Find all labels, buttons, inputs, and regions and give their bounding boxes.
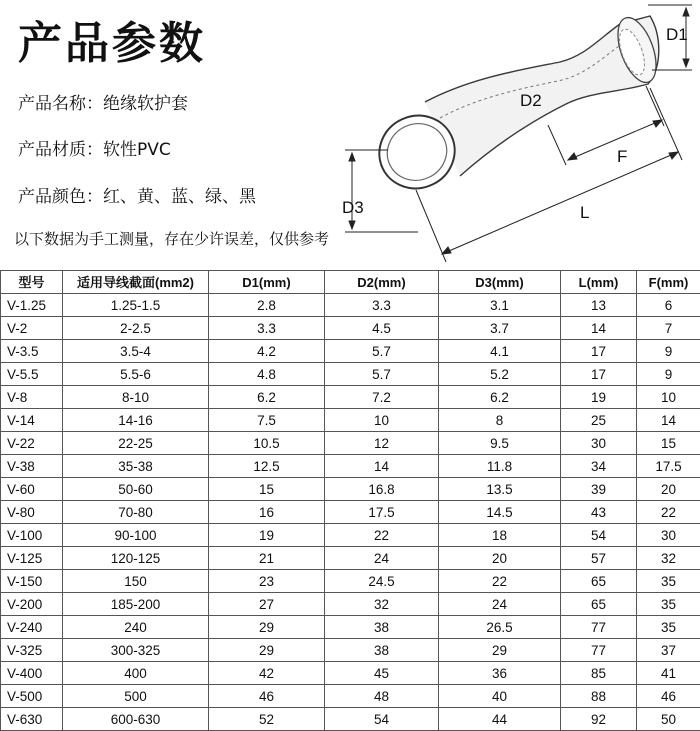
cell-wire-section: 1.25-1.5 [63,294,209,317]
cell-d3: 22 [439,570,561,593]
cell-wire-section: 5.5-6 [63,363,209,386]
cell-l: 30 [561,432,637,455]
cell-wire-section: 120-125 [63,547,209,570]
cell-model: V-100 [1,524,63,547]
header-f: F(mm) [637,271,700,294]
cell-f: 9 [637,363,700,386]
cell-d1: 4.2 [209,340,325,363]
measurement-note: 以下数据为手工测量，存在少许误差，仅供参考 [14,228,329,250]
product-color-line [18,185,256,209]
table-row [1,294,700,317]
product-name-line [18,92,188,116]
label-l: L [580,203,589,222]
cell-d2: 4.5 [325,317,439,340]
cell-l: 92 [561,708,637,731]
table-row [1,570,700,593]
cell-wire-section: 3.5-4 [63,340,209,363]
header-d3: D3(mm) [439,271,561,294]
cell-f: 20 [637,478,700,501]
cell-d3: 18 [439,524,561,547]
cell-f: 30 [637,524,700,547]
cell-model: V-3.5 [1,340,63,363]
header-d1: D1(mm) [209,271,325,294]
cell-l: 54 [561,524,637,547]
cell-model: V-200 [1,593,63,616]
cell-model: V-240 [1,616,63,639]
cell-l: 13 [561,294,637,317]
cell-wire-section: 185-200 [63,593,209,616]
product-material-line [18,138,171,162]
table-row [1,547,700,570]
cell-model: V-22 [1,432,63,455]
cell-model: V-80 [1,501,63,524]
cell-d3: 26.5 [439,616,561,639]
header-d2: D2(mm) [325,271,439,294]
cell-f: 37 [637,639,700,662]
cell-d2: 12 [325,432,439,455]
table-row [1,616,700,639]
cell-model: V-125 [1,547,63,570]
cell-d1: 21 [209,547,325,570]
table-row [1,639,700,662]
cell-model: V-325 [1,639,63,662]
cell-model: V-500 [1,685,63,708]
cell-d3: 29 [439,639,561,662]
table-row [1,455,700,478]
cell-wire-section: 500 [63,685,209,708]
cell-f: 7 [637,317,700,340]
product-color-value: 红、黄、蓝、绿、黑 [103,187,256,207]
cell-l: 19 [561,386,637,409]
sleeve-illustration [367,13,663,201]
table-body [1,294,700,731]
cell-d3: 14.5 [439,501,561,524]
cell-d1: 23 [209,570,325,593]
cell-f: 10 [637,386,700,409]
cell-model: V-630 [1,708,63,731]
cell-d2: 45 [325,662,439,685]
table-row [1,409,700,432]
cell-d2: 48 [325,685,439,708]
cell-d1: 52 [209,708,325,731]
cell-d1: 2.8 [209,294,325,317]
cell-d3: 11.8 [439,455,561,478]
cell-l: 17 [561,363,637,386]
cell-d1: 29 [209,639,325,662]
table-row [1,340,700,363]
table-row [1,708,700,731]
page-title: 产品参数 [18,14,206,74]
cell-model: V-14 [1,409,63,432]
cell-d2: 17.5 [325,501,439,524]
table-row [1,363,700,386]
cell-model: V-38 [1,455,63,478]
cell-d1: 10.5 [209,432,325,455]
cell-d2: 3.3 [325,294,439,317]
cell-d3: 9.5 [439,432,561,455]
cell-model: V-5.5 [1,363,63,386]
cell-f: 35 [637,593,700,616]
cell-d2: 22 [325,524,439,547]
cell-d3: 8 [439,409,561,432]
product-material-label: 产品材质： [18,140,103,160]
cell-d3: 44 [439,708,561,731]
cell-wire-section: 50-60 [63,478,209,501]
cell-d2: 38 [325,616,439,639]
cell-d2: 24 [325,547,439,570]
cell-d2: 54 [325,708,439,731]
cell-model: V-8 [1,386,63,409]
cell-d2: 7.2 [325,386,439,409]
cell-wire-section: 35-38 [63,455,209,478]
cell-model: V-60 [1,478,63,501]
label-d1: D1 [666,25,688,44]
cell-f: 22 [637,501,700,524]
cell-l: 77 [561,639,637,662]
table-row [1,662,700,685]
cell-d3: 5.2 [439,363,561,386]
cell-wire-section: 300-325 [63,639,209,662]
header-l: L(mm) [561,271,637,294]
cell-d2: 14 [325,455,439,478]
cell-wire-section: 22-25 [63,432,209,455]
cell-model: V-2 [1,317,63,340]
cell-wire-section: 14-16 [63,409,209,432]
cell-l: 77 [561,616,637,639]
label-d2: D2 [520,91,542,110]
cell-f: 14 [637,409,700,432]
table-row [1,386,700,409]
table-row [1,432,700,455]
cell-d1: 7.5 [209,409,325,432]
table-row [1,593,700,616]
sleeve-dimension-diagram [330,0,700,270]
cell-f: 9 [637,340,700,363]
header-wire-section: 适用导线截面(mm2) [63,271,209,294]
cell-l: 85 [561,662,637,685]
table-row [1,685,700,708]
cell-d1: 6.2 [209,386,325,409]
product-material-value: 软性PVC [103,140,171,160]
cell-l: 34 [561,455,637,478]
cell-d1: 12.5 [209,455,325,478]
cell-d1: 42 [209,662,325,685]
cell-model: V-400 [1,662,63,685]
table-row [1,317,700,340]
cell-f: 15 [637,432,700,455]
cell-d1: 46 [209,685,325,708]
table-row [1,478,700,501]
cell-l: 43 [561,501,637,524]
cell-d2: 16.8 [325,478,439,501]
cell-d2: 38 [325,639,439,662]
cell-model: V-150 [1,570,63,593]
cell-d2: 10 [325,409,439,432]
cell-wire-section: 8-10 [63,386,209,409]
cell-l: 88 [561,685,637,708]
cell-d3: 3.7 [439,317,561,340]
spec-table [0,270,700,731]
cell-d3: 40 [439,685,561,708]
cell-l: 39 [561,478,637,501]
cell-f: 17.5 [637,455,700,478]
cell-d1: 29 [209,616,325,639]
cell-d1: 16 [209,501,325,524]
cell-wire-section: 600-630 [63,708,209,731]
cell-model: V-1.25 [1,294,63,317]
label-d3: D3 [342,198,364,217]
cell-l: 65 [561,570,637,593]
label-f: F [617,147,627,166]
cell-d1: 3.3 [209,317,325,340]
cell-d3: 13.5 [439,478,561,501]
cell-l: 14 [561,317,637,340]
cell-f: 35 [637,570,700,593]
cell-d1: 4.8 [209,363,325,386]
cell-f: 50 [637,708,700,731]
table-row [1,524,700,547]
cell-f: 46 [637,685,700,708]
cell-wire-section: 70-80 [63,501,209,524]
cell-d3: 6.2 [439,386,561,409]
cell-f: 6 [637,294,700,317]
cell-d2: 5.7 [325,363,439,386]
cell-l: 65 [561,593,637,616]
product-name-value: 绝缘软护套 [103,94,188,114]
product-color-label: 产品颜色： [18,187,103,207]
cell-d2: 32 [325,593,439,616]
cell-d1: 27 [209,593,325,616]
cell-d2: 5.7 [325,340,439,363]
table-row [1,501,700,524]
cell-l: 57 [561,547,637,570]
table-header-row [1,271,700,294]
cell-d3: 24 [439,593,561,616]
cell-d3: 3.1 [439,294,561,317]
cell-wire-section: 150 [63,570,209,593]
cell-wire-section: 90-100 [63,524,209,547]
product-name-label: 产品名称： [18,94,103,114]
cell-f: 32 [637,547,700,570]
cell-l: 17 [561,340,637,363]
cell-d3: 36 [439,662,561,685]
cell-wire-section: 2-2.5 [63,317,209,340]
cell-d1: 19 [209,524,325,547]
cell-d3: 20 [439,547,561,570]
cell-f: 41 [637,662,700,685]
cell-d3: 4.1 [439,340,561,363]
header-model: 型号 [1,271,63,294]
cell-l: 25 [561,409,637,432]
cell-f: 35 [637,616,700,639]
cell-d2: 24.5 [325,570,439,593]
cell-wire-section: 400 [63,662,209,685]
cell-wire-section: 240 [63,616,209,639]
cell-d1: 15 [209,478,325,501]
